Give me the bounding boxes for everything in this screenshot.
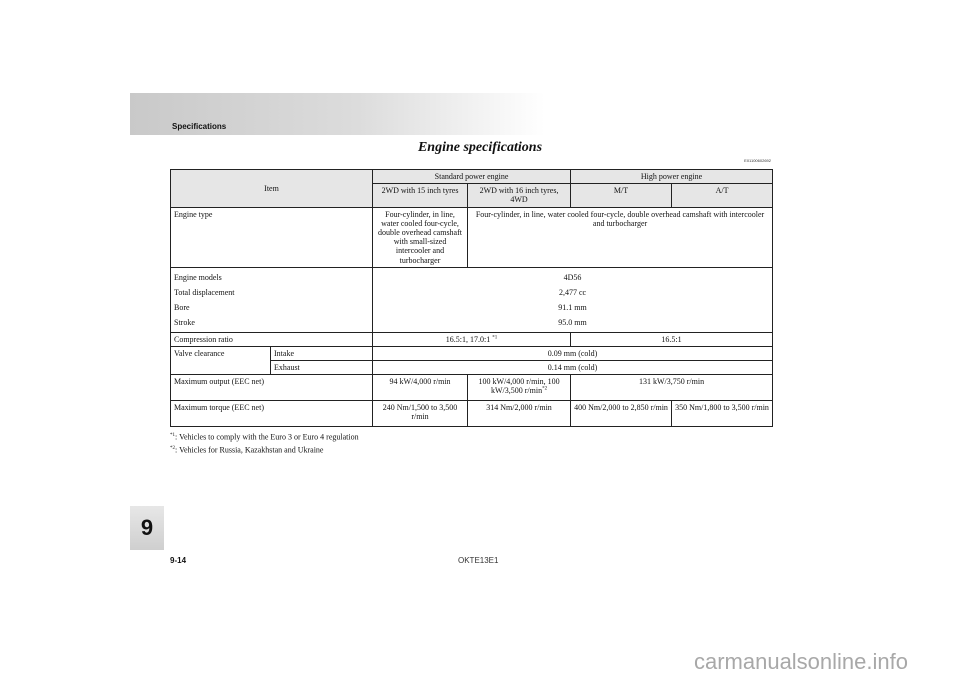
stroke-label: Stroke <box>174 317 195 327</box>
valve-clearance-label: Valve clearance <box>171 346 271 374</box>
max-torque-mt: 400 Nm/2,000 to 2,850 r/min <box>571 401 672 427</box>
col-2wd-16-inch-4wd: 2WD with 16 inch tyres, 4WD <box>468 184 571 207</box>
exhaust-label: Exhaust <box>271 361 373 375</box>
document-code: E01100602692 <box>744 158 771 163</box>
max-torque-2wd-16: 314 Nm/2,000 r/min <box>468 401 571 427</box>
footnote-2-mark: *2 <box>170 445 175 451</box>
engine-models-value: 4D56 <box>563 272 582 282</box>
max-output-2wd-15: 94 kW/4,000 r/min <box>373 375 468 401</box>
page-number: 9-14 <box>170 556 187 565</box>
footnote-1-text: : Vehicles to comply with the Euro 3 or Euro 4 regulation <box>175 432 359 442</box>
dimension-labels <box>171 267 373 332</box>
footnote-mark-2: *2 <box>542 386 548 392</box>
bore-value: 91.1 mm <box>558 302 587 312</box>
engine-type-other: Four-cylinder, in line, water cooled four-cycle, double overhead camshaft with intercooler and turbocharger <box>468 207 773 267</box>
max-output-high: 131 kW/3,750 r/min <box>571 375 773 401</box>
engine-type-standard-15: Four-cylinder, in line, water cooled four-cycle, double overhead camshaft with small-sized intercooler and turbocharger <box>373 207 468 267</box>
footnote-2-text: : Vehicles for Russia, Kazakhstan and Ukraine <box>175 445 324 455</box>
compression-standard <box>373 332 571 346</box>
displacement-value: 2,477 cc <box>558 287 587 297</box>
col-2wd-15-inch: 2WD with 15 inch tyres <box>373 184 468 207</box>
section-title: Specifications <box>172 122 227 131</box>
intake-label: Intake <box>271 346 373 360</box>
max-output-label: Maximum output (EEC net) <box>171 375 373 401</box>
watermark: carmanualsonline.info <box>693 649 908 674</box>
engine-models-label: Engine models <box>174 272 222 282</box>
max-torque-at: 350 Nm/1,800 to 3,500 r/min <box>672 401 773 427</box>
intake-value: 0.09 mm (cold) <box>373 346 773 360</box>
col-at: A/T <box>672 184 773 207</box>
max-output-2wd-16 <box>468 375 571 401</box>
footnote-1-mark: *1 <box>170 433 175 438</box>
compression-standard-value: 16.5:1, 17.0:1 <box>445 334 491 344</box>
compression-label: Compression ratio <box>171 332 373 346</box>
chapter-tab: 9 <box>130 506 164 550</box>
high-power-header: High power engine <box>571 170 773 184</box>
standard-power-header: Standard power engine <box>373 170 571 184</box>
footnote-2 <box>170 443 359 456</box>
footnote-1 <box>170 430 359 443</box>
footnote-mark-1: *1 <box>492 335 498 341</box>
page-heading: Engine specifications <box>417 140 543 155</box>
stroke-value: 95.0 mm <box>558 317 587 327</box>
item-header: Item <box>171 170 373 208</box>
footnotes <box>170 430 359 455</box>
displacement-label: Total displacement <box>174 287 235 297</box>
exhaust-value: 0.14 mm (cold) <box>373 361 773 375</box>
max-output-2wd-16-value: 100 kW/4,000 r/min, 100 kW/3,500 r/min <box>478 377 560 396</box>
col-mt: M/T <box>571 184 672 207</box>
engine-type-label: Engine type <box>171 207 373 267</box>
model-code: OKTE13E1 <box>458 556 499 565</box>
max-torque-2wd-15: 240 Nm/1,500 to 3,500 r/min <box>373 401 468 427</box>
engine-spec-table <box>170 169 773 427</box>
compression-high: 16.5:1 <box>571 332 773 346</box>
max-torque-label: Maximum torque (EEC net) <box>171 401 373 427</box>
dimension-values <box>373 267 773 332</box>
bore-label: Bore <box>174 302 190 312</box>
